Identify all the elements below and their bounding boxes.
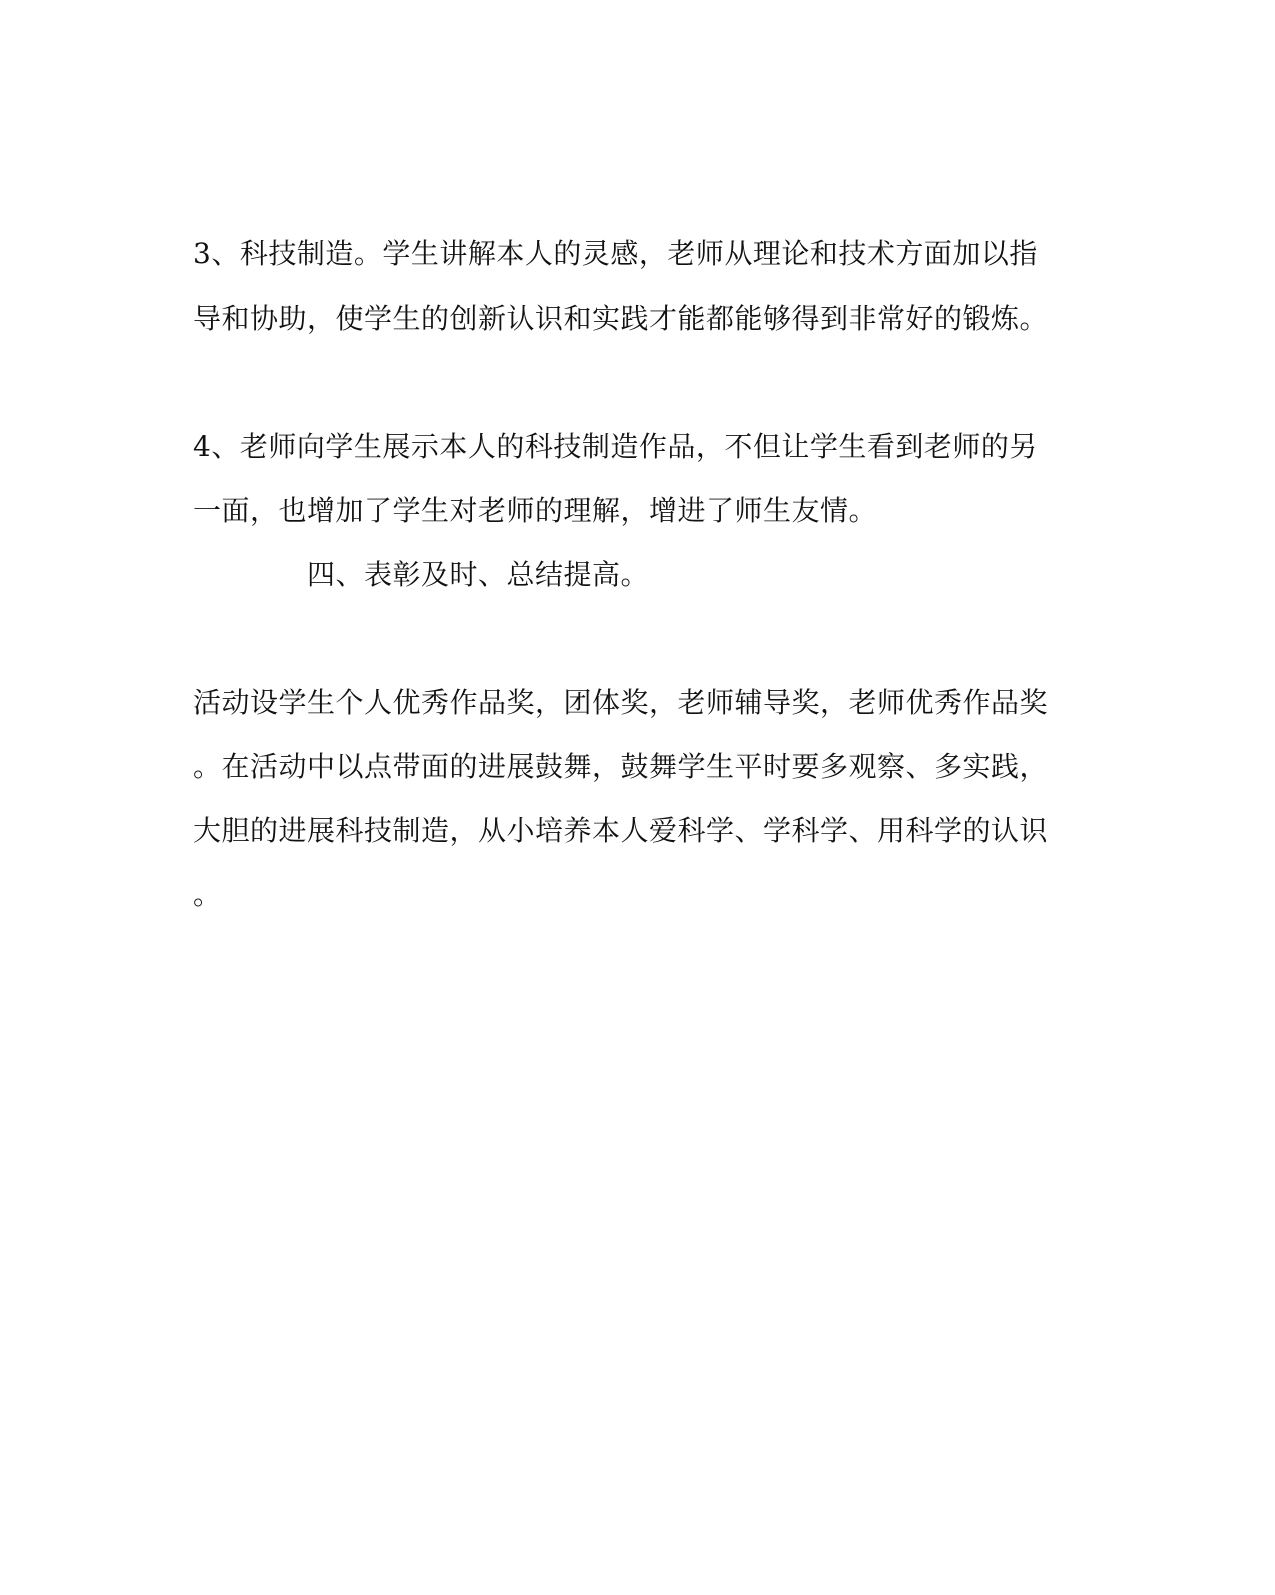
awards-line-3: 大胆的进展科技制造，从小培养本人爱科学、学科学、用科学的认识	[193, 814, 1049, 847]
section-heading: 四、表彰及时、总结提高。	[307, 558, 650, 591]
awards-line-2: 。在活动中以点带面的进展鼓舞，鼓舞学生平时要多观察、多实践，	[193, 750, 1049, 783]
item3-line-2: 导和协助，使学生的创新认识和实践才能都能够得到非常好的锻炼。	[193, 302, 1049, 335]
awards-line-4: 。	[193, 878, 222, 911]
item3-line-1: 3、科技制造。学生讲解本人的灵感，老师从理论和技术方面加以指	[193, 237, 1038, 270]
awards-line-1: 活动设学生个人优秀作品奖，团体奖，老师辅导奖，老师优秀作品奖	[193, 686, 1049, 719]
item4-line-2: 一面，也增加了学生对老师的理解，增进了师生友情。	[193, 494, 878, 527]
item4-line-1: 4、老师向学生展示本人的科技制造作品，不但让学生看到老师的另	[193, 430, 1038, 463]
